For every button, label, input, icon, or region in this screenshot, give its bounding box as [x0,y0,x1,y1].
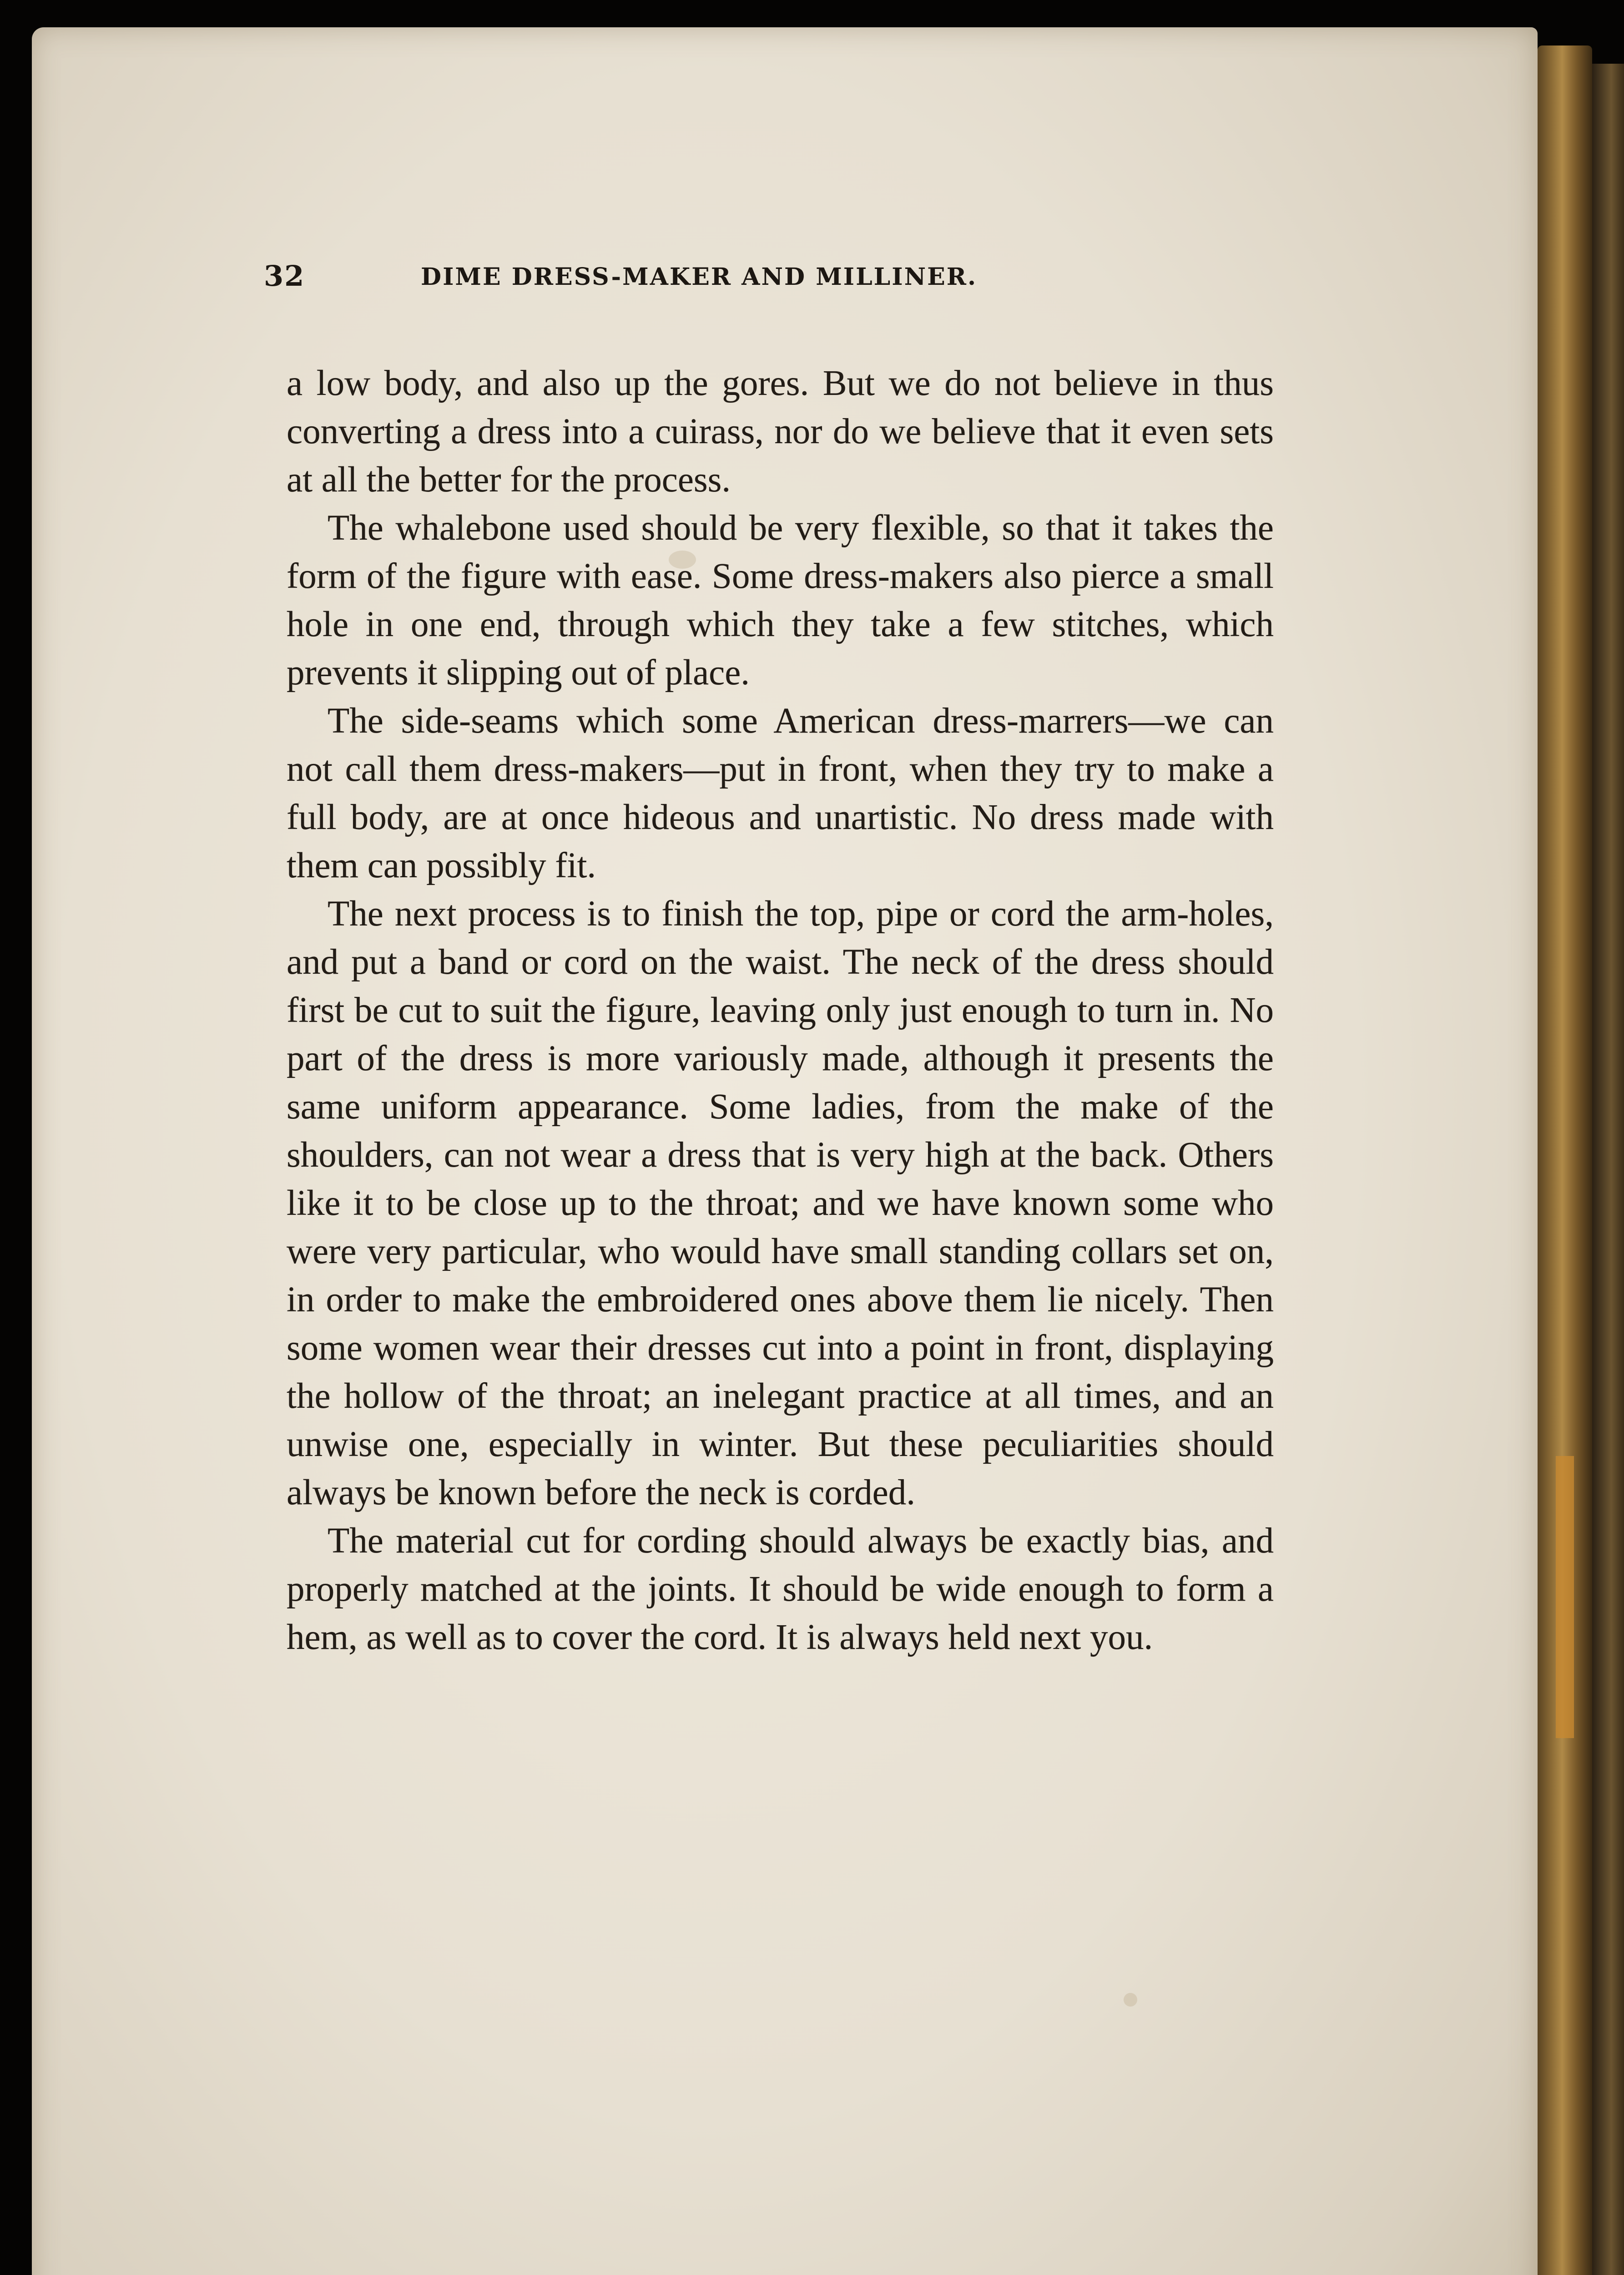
running-head [264,259,1301,305]
paragraph: a low body, and also up the gores. But we do not believe in thus converting a dress into a cuirass, nor do we believe that it even sets at all the better for the process. [287,364,1274,500]
paragraph: The next process is to finish the top, pipe or cord the arm-holes, and put a band or cord on the waist. The neck of the dress should first be cut to suit the figure, leaving only just enough to turn in. No part of the dress is more variously made, although it presents the same uniform appearance. Some ladies, from the make of the shoulders, can not wear a dress that is very high at the back. Others like it to be close up to the throat; and we have known some who were very particular, who would have small standing collars set on, in order to make the embroidered ones above them lie nicely. Then some women wear their dresses cut into a point in front, displaying the hollow of the throat; an inelegant practice at all times, and an unwise one, especially in winter. But these peculiarities should always be known before the neck is corded. [287,894,1274,1512]
next-page-edge [1592,64,1624,2275]
body-text [287,359,1274,1662]
book-spine [1538,46,1592,2275]
paragraph: The material cut for cording should always be exactly bias, and properly matched at the joints. It should be wide enough to form a hem, as well as to cover the cord. It is always held next you. [287,1521,1274,1657]
page-number: 32 [264,259,305,293]
running-title: DIME DRESS-MAKER AND MILLINER. [421,263,978,291]
spine-tape [1556,1456,1574,1738]
paragraph: The whalebone used should be very flexible, so that it takes the form of the figure with ease. Some dress-makers also pierce a small hole in one end, through which they take a few stitches, which prevents it slipping out of place. [287,508,1274,693]
paragraph: The side-seams which some American dress-marrers—we can not call them dress-makers—put in front, when they try to make a full body, are at once hideous and unartistic. No dress made with them can possibly fit. [287,701,1274,885]
paper-stain [1124,1993,1137,2007]
